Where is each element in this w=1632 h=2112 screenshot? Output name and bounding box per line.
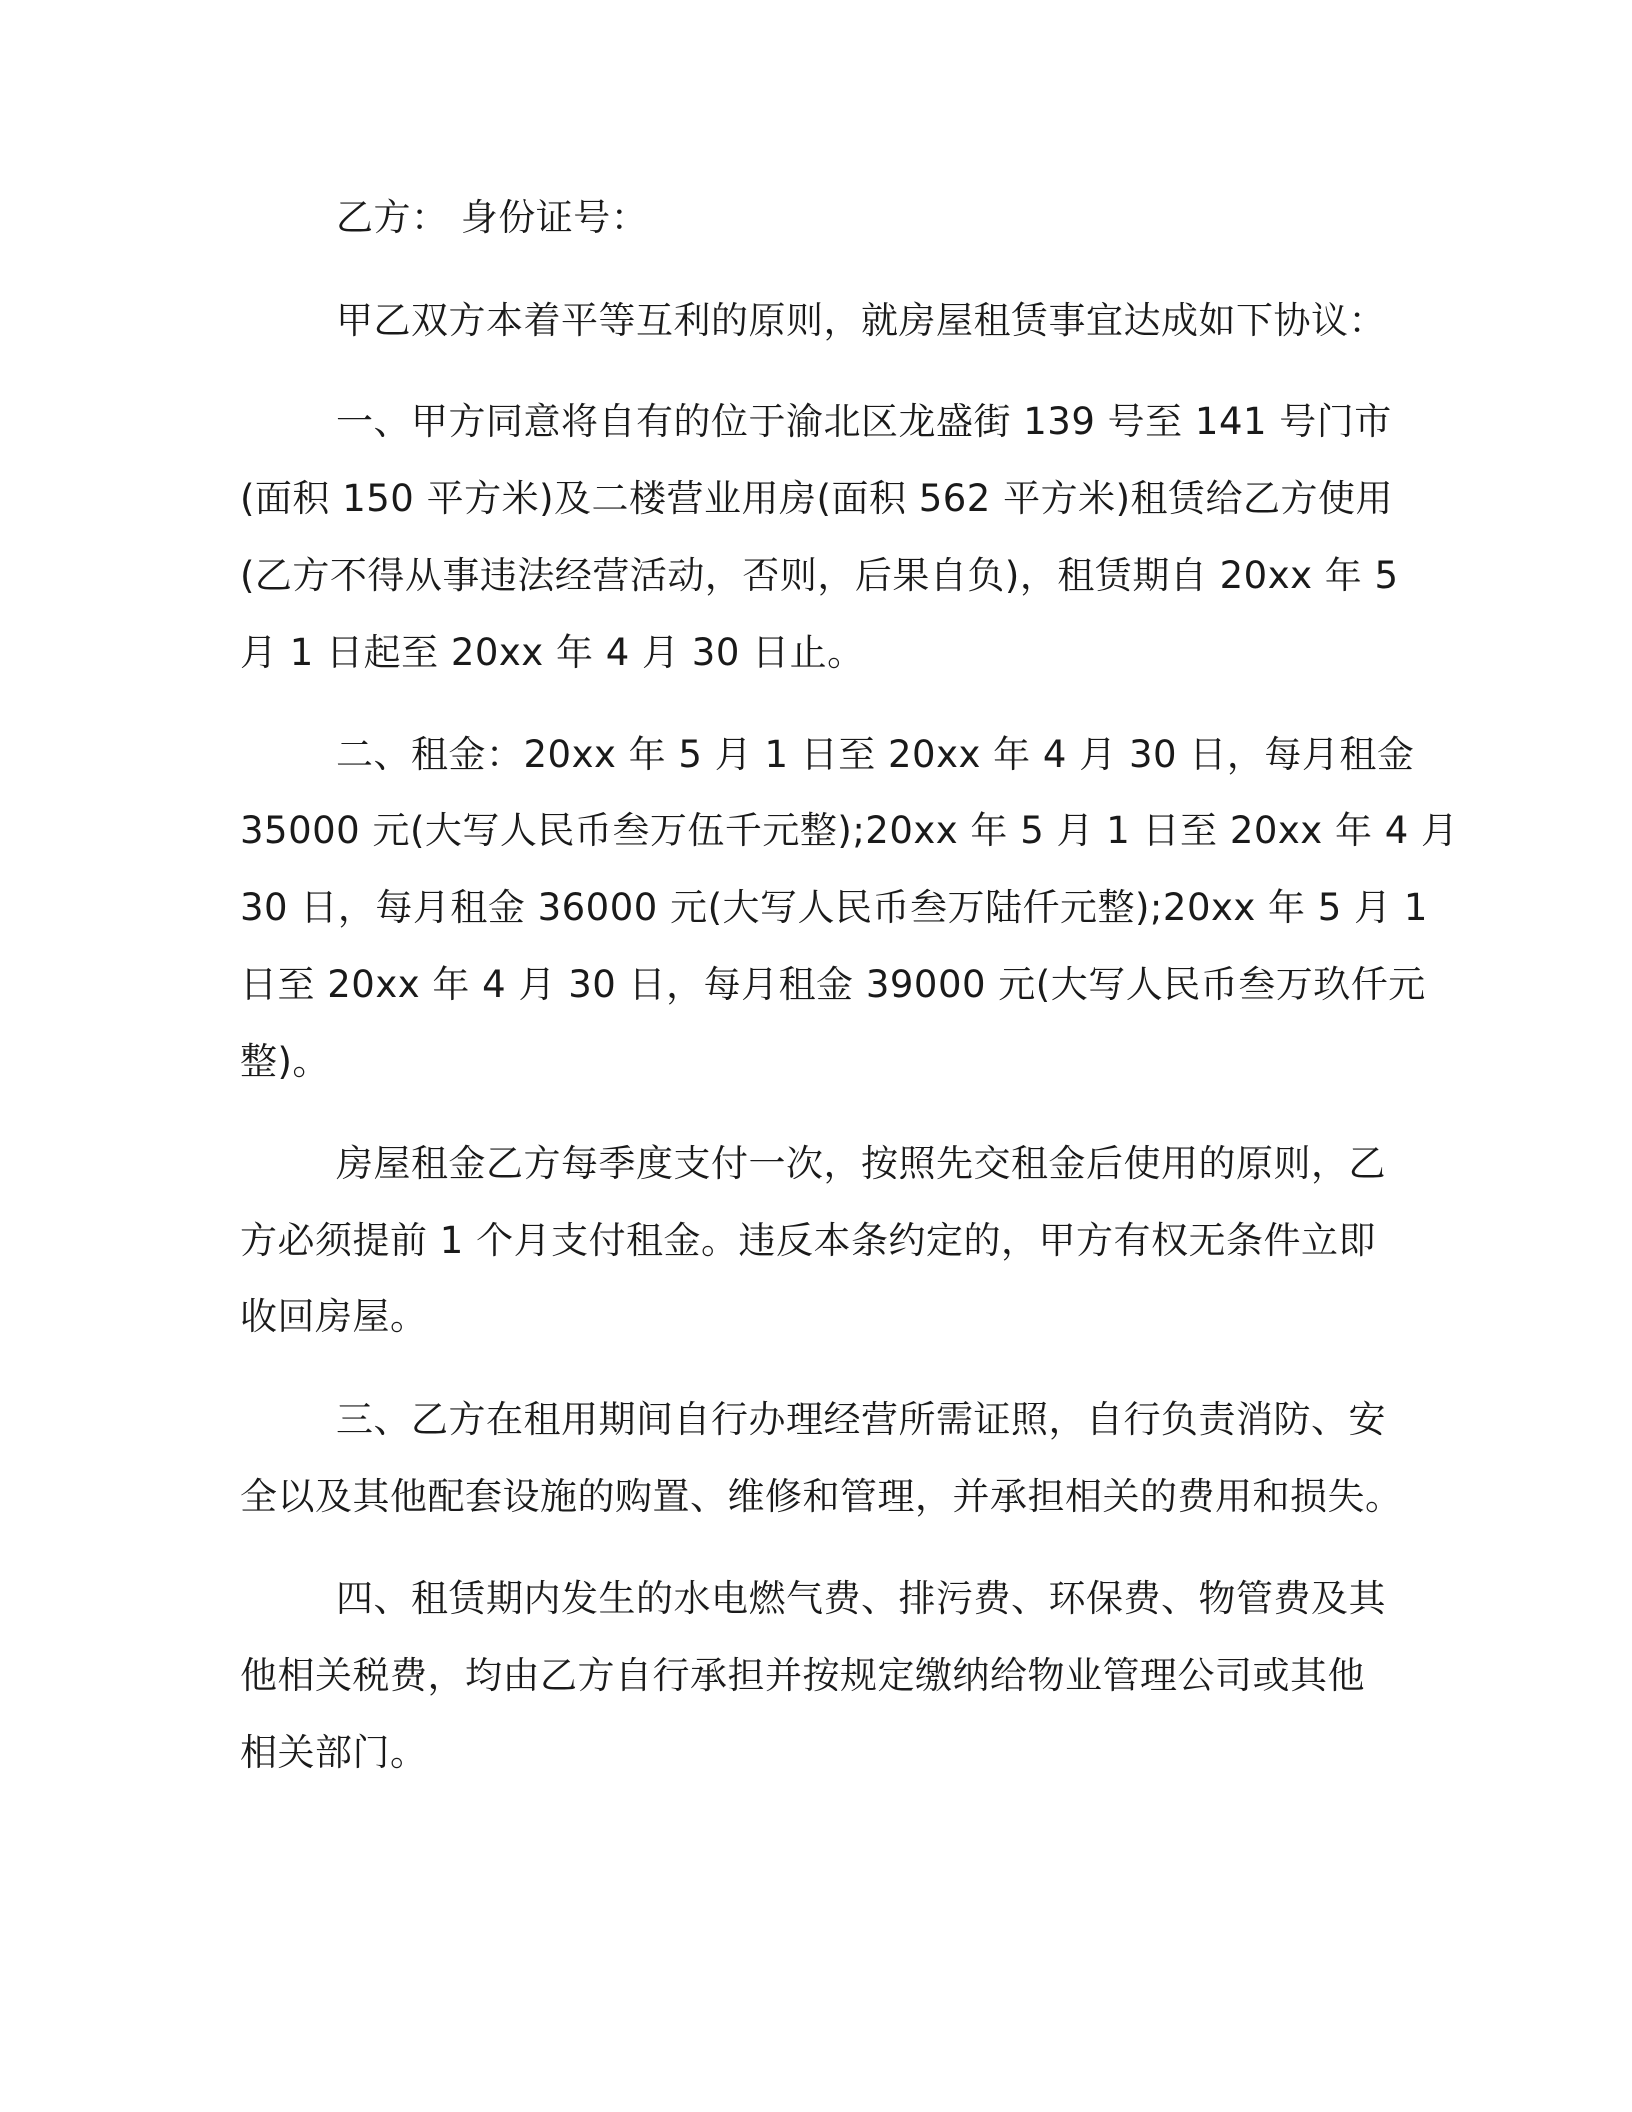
clause-2-line: 日至 20xx 年 4 月 30 日，每月租金 39000 元(大写人民币叁万玖仟元: [240, 963, 1426, 1006]
intro-paragraph: 甲乙双方本着平等互利的原则，就房屋租赁事宜达成如下协议：: [336, 299, 1386, 342]
clause-1-line: (乙方不得从事违法经营活动，否则，后果自负)，租赁期自 20xx 年 5: [240, 554, 1399, 597]
clause-4-line: 他相关税费，均由乙方自行承担并按规定缴纳给物业管理公司或其他: [240, 1654, 1365, 1697]
clause-4-line: 相关部门。: [240, 1731, 428, 1774]
payment-line: 收回房屋。: [240, 1295, 428, 1338]
clause-4-line: 四、租赁期内发生的水电燃气费、排污费、环保费、物管费及其: [336, 1577, 1386, 1620]
clause-1-line: (面积 150 平方米)及二楼营业用房(面积 562 平方米)租赁给乙方使用: [240, 477, 1394, 520]
payment-line: 房屋租金乙方每季度支付一次，按照先交租金后使用的原则，乙: [336, 1142, 1386, 1185]
payment-line: 方必须提前 1 个月支付租金。违反本条约定的，甲方有权无条件立即: [240, 1219, 1377, 1262]
clause-2-line: 35000 元(大写人民币叁万伍千元整);20xx 年 5 月 1 日至 20xx 年 4 月: [240, 809, 1459, 852]
clause-1-line: 月 1 日起至 20xx 年 4 月 30 日止。: [240, 631, 865, 674]
clause-3-line: 三、乙方在租用期间自行办理经营所需证照，自行负责消防、安: [336, 1398, 1386, 1441]
clause-2-line: 整)。: [240, 1040, 330, 1083]
clause-3-line: 全以及其他配套设施的购置、维修和管理，并承担相关的费用和损失。: [240, 1475, 1403, 1518]
clause-2-line: 30 日，每月租金 36000 元(大写人民币叁万陆仟元整);20xx 年 5 月 1: [240, 886, 1428, 929]
clause-1-line: 一、甲方同意将自有的位于渝北区龙盛街 139 号至 141 号门市: [336, 400, 1392, 443]
party-b-line: 乙方： 身份证号：: [336, 196, 649, 239]
clause-2-line: 二、租金：20xx 年 5 月 1 日至 20xx 年 4 月 30 日，每月租金: [336, 733, 1415, 776]
